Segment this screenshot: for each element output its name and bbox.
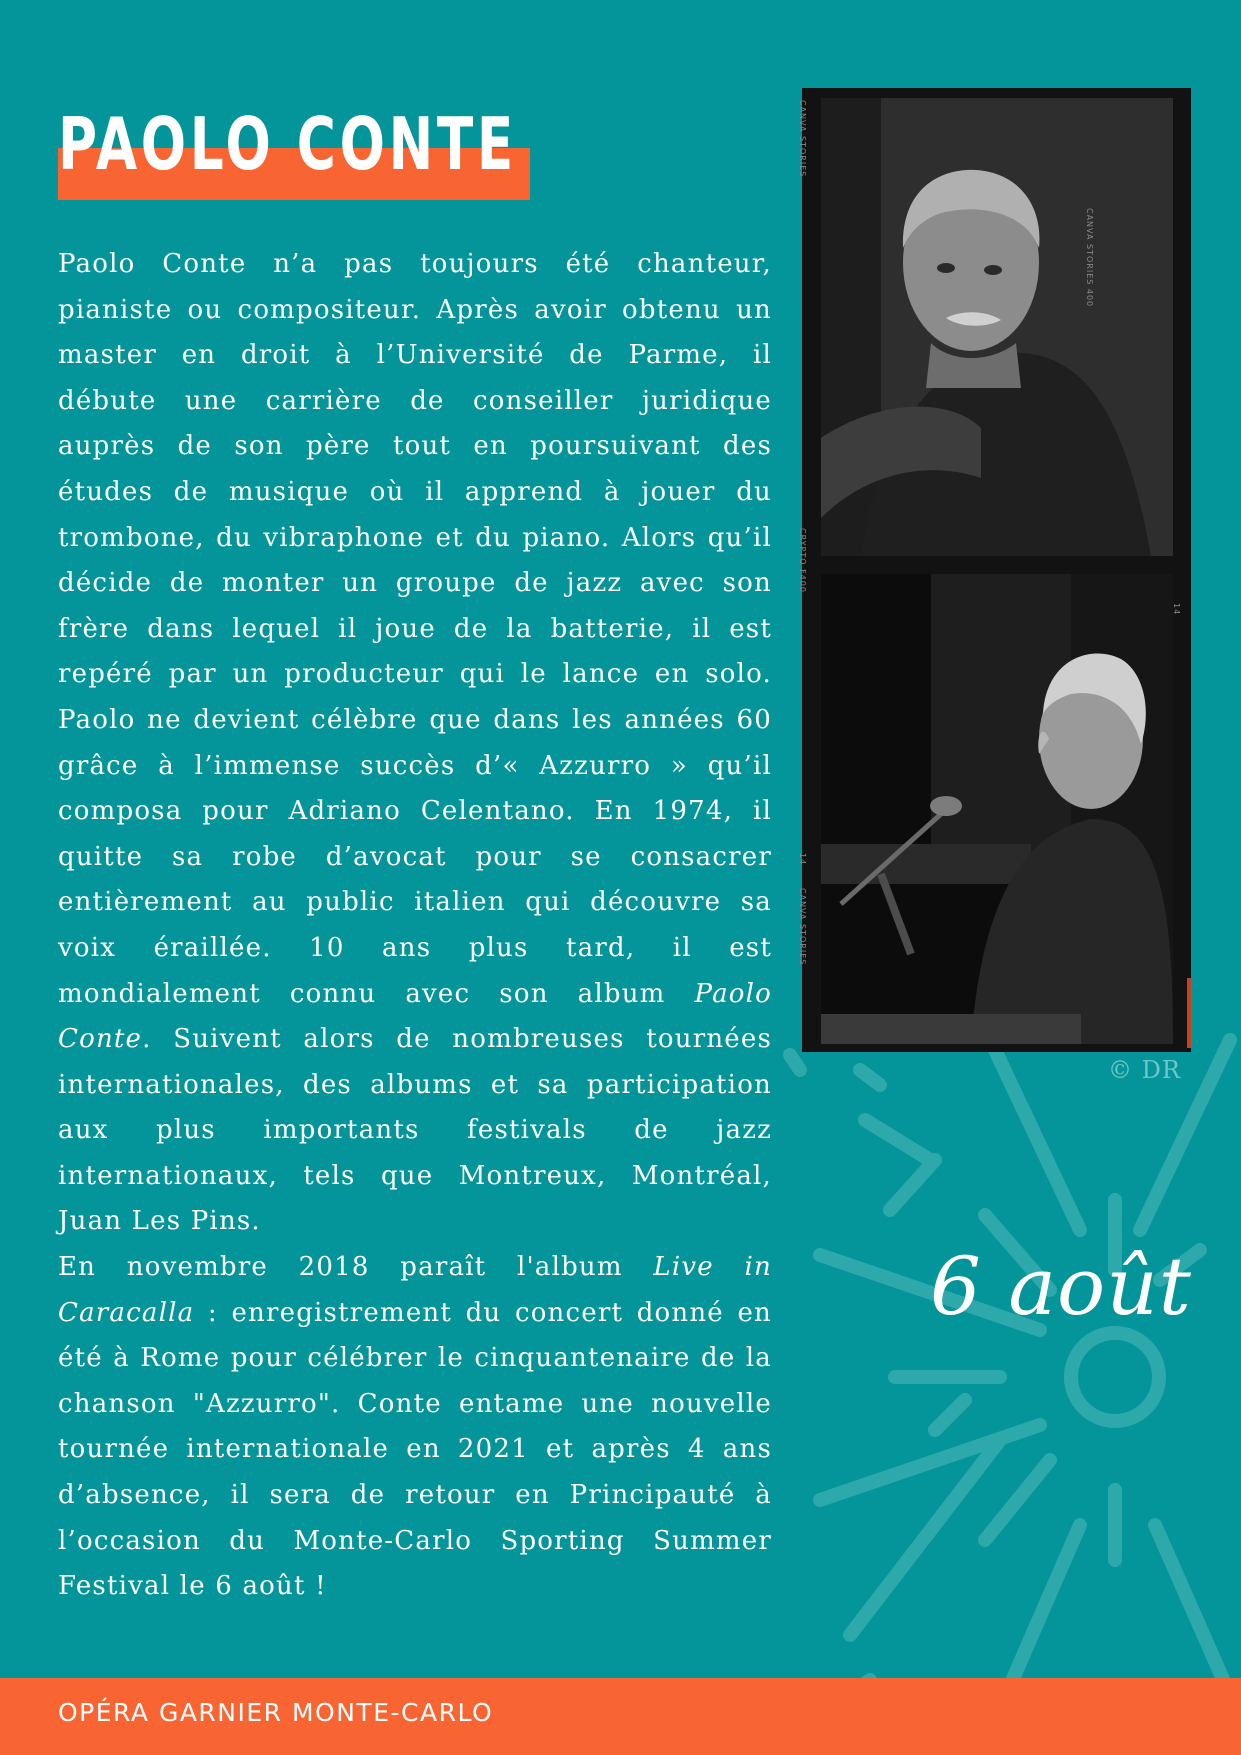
portrait-illustration	[821, 98, 1173, 556]
portrait-photo	[821, 98, 1173, 556]
sunburst-ray	[995, 1050, 1080, 1230]
film-edge-label: CRYPTO F400	[798, 528, 807, 593]
photo-credit: © DR	[1108, 1056, 1181, 1084]
album-title: Live in Caracalla	[58, 1252, 772, 1328]
bio-paragraph-1: Paolo Conte n’a pas toujours été chanteur, pianiste ou compositeur. Après avoir obtenu un master en droit à l’Université de Parme, il débute une carrière de conseiller juridique auprès de son père tout en poursuivant des études de musique où il apprend à jouer du trombone, du vibraphone et du piano. Alors qu’il décide de monter un groupe de jazz avec son frère dans lequel il joue de la batterie, il est repéré par un producteur qui le lance en solo. Paolo ne devient célèbre que dans les années 60 grâce à l’immense succès d’« Azzurro » qu’il composa pour Adriano Celentano. En 1974, il quitte sa robe d’avocat pour se consacrer entièrement au public italien qui découvre sa voix éraillée. 10 ans plus tard, il est mondialement connu avec son album Paolo Conte. Suivent alors de nombreuses tournées internationales, des albums et sa participation aux plus importants festivals de jazz internationaux, tels que Montreux, Montréal, Juan Les Pins.	[58, 249, 772, 1237]
film-edge-label: 14	[798, 853, 807, 866]
film-edge-label: CANVA STORIES	[798, 100, 807, 178]
bio-paragraph-2: En novembre 2018 paraît l'album Live in Caracalla : enregistrement du concert donné en été à Rome pour célébrer le cinquantenaire de la chanson "Azzurro". Conte entame une nouvelle tournée internationale en 2021 et après 4 ans d’absence, il sera de retour en Principauté à l’occasion du Monte-Carlo Sporting Summer Festival le 6 août !	[58, 1252, 772, 1602]
biography-text	[58, 242, 772, 1610]
sunburst-ray	[935, 1400, 965, 1430]
sunburst-ray	[820, 1425, 1040, 1500]
page-title: PAOLO CONTE	[58, 102, 518, 186]
sunburst-ray	[865, 1120, 930, 1160]
film-edge-label: CANVA STORIES 400	[1084, 208, 1094, 308]
film-strip-photo	[798, 88, 1191, 1052]
album-title: Paolo Conte	[58, 978, 772, 1055]
sunburst-ray	[985, 1460, 1050, 1540]
concert-photo	[821, 574, 1173, 1044]
concert-illustration	[821, 574, 1173, 1044]
film-edge-label: 14	[1171, 603, 1181, 616]
sunburst-ray	[860, 1070, 880, 1085]
film-light-leak	[1187, 978, 1191, 1048]
venue-name: OPÉRA GARNIER MONTE-CARLO	[58, 1698, 494, 1727]
event-date: 6 août	[930, 1240, 1192, 1333]
sunburst-ray	[790, 1055, 800, 1070]
film-edge-label: CANVA STORIES	[798, 888, 807, 966]
sunburst-center-ring	[1071, 1333, 1159, 1421]
sunburst-ray	[890, 1160, 935, 1210]
title-block	[58, 104, 530, 200]
footer-bar	[0, 1678, 1241, 1755]
